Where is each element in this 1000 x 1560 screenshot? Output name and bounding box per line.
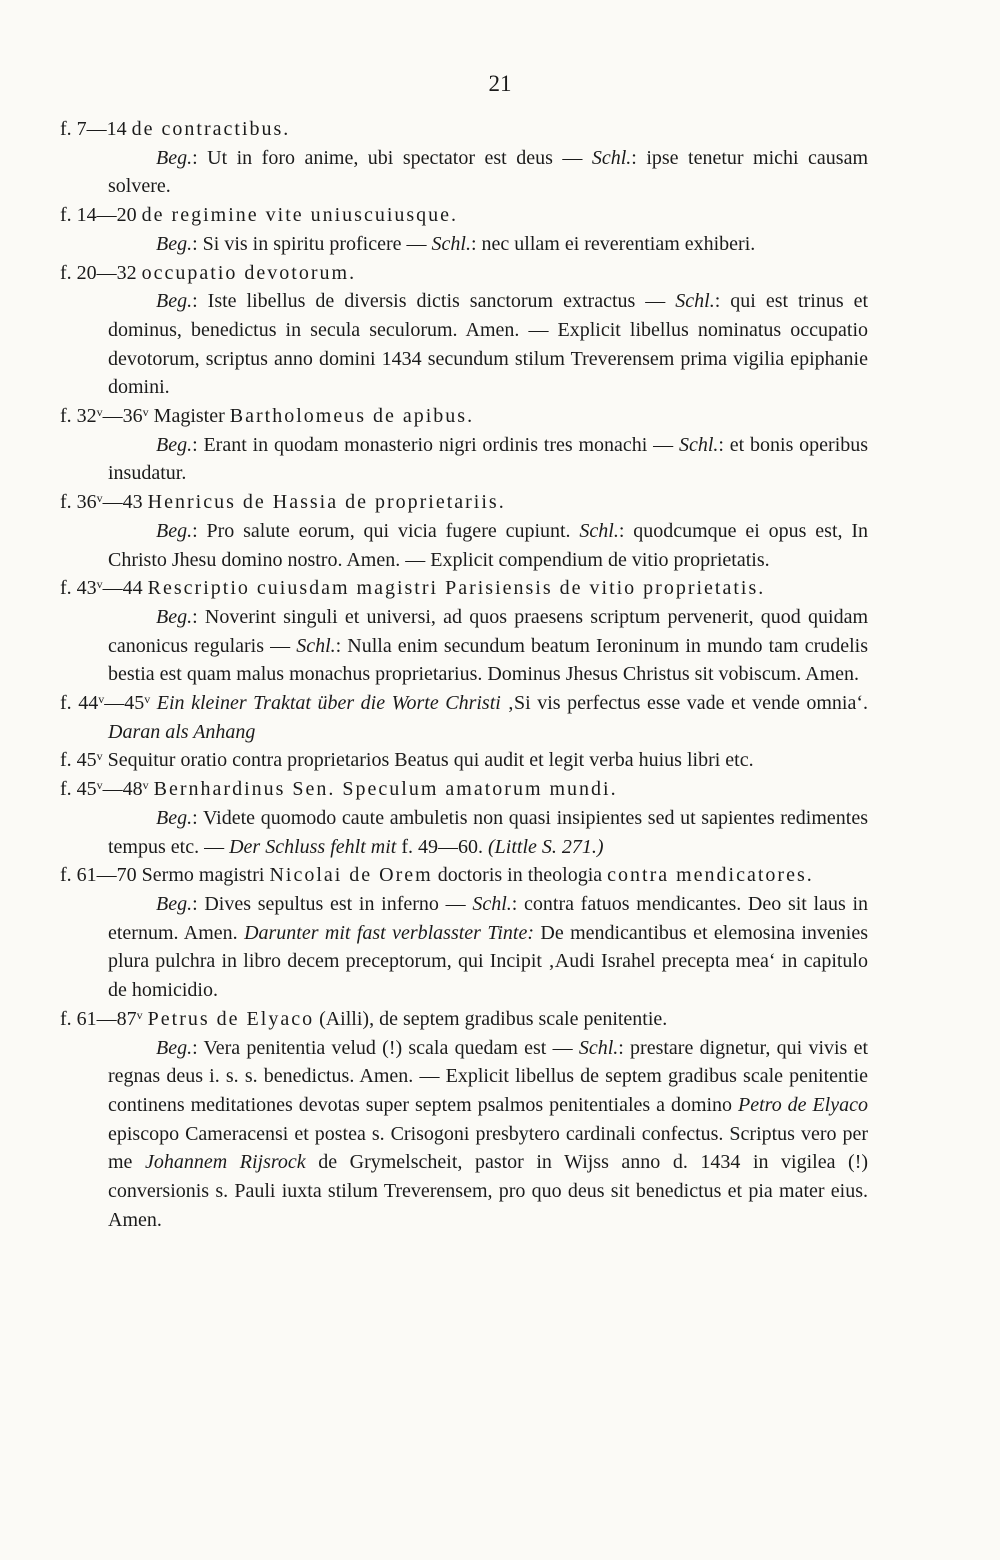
entry-title: de regimine vite uniuscuiusque.: [141, 204, 459, 227]
incipit: Pro salute eorum, qui vicia fugere cupiunt.: [206, 519, 571, 542]
incipit: Vera penitentia velud (!) scala quedam est: [203, 1036, 547, 1059]
incipit: Iste libellus de diversis dictis sanctorum extractus: [207, 290, 636, 313]
entry-heading: f. 61—70 Sermo magistri Nicolai de Orem doctoris in theologia contra mendicatores.: [60, 864, 814, 887]
catalog-entry: [60, 689, 868, 746]
folio-range: 43$^v$—44: [76, 577, 143, 600]
entry-body: Beg.: Si vis in spiritu proficere — Schl.: nec ullam ei reverentiam exhiberi.: [156, 232, 756, 255]
entry-title: Henricus de Hassia de proprietariis.: [147, 491, 506, 514]
quotation: ‚Si vis perfectus esse vade et vende omnia‘.: [507, 692, 869, 715]
entry-body: Beg.: Erant in quodam monasterio nigri ordinis tres monachi — Schl.: et bonis operibus insudatur.: [108, 433, 869, 485]
explicit: nec ullam ei reverentiam exhiberi.: [481, 232, 756, 255]
catalog-entry: [60, 115, 868, 201]
entry-text: Sequitur oratio contra proprietarios Beatus qui audit et legit verba huius libri etc.: [107, 749, 754, 772]
colophon: Explicit libellus nominatus occupatio devotorum, scriptus anno domini 1434 secundum stilum Treverensem prima vigilia epiphanie domini.: [108, 318, 869, 399]
entry-title: Ein kleiner Traktat über die Worte Christi: [156, 692, 501, 715]
entry-body: Beg.: Iste libellus de diversis dictis sanctorum extractus — Schl.: qui est trinus et dominus, benedictus in secula seculorum. Amen. — Explicit libellus nominatus occupatio devotorum, scriptus anno domini 1434 secundum stilum Treverensem prima vigilia epiphanie domini.: [108, 290, 869, 399]
incipit: Noverint singuli et universi, ad quos praesens scriptum pervenerit, quod quidam canonicus regularis: [108, 605, 868, 657]
editor-note: Der Schluss fehlt mit: [229, 835, 397, 858]
catalog-entries: [60, 115, 868, 1234]
explicit: qui est trinus et dominus, benedictus in secula seculorum. Amen.: [108, 290, 869, 341]
explicit: Nulla enim secundum beatum Ieroninum in mundo tam crudelis bestia est quam malus monachus proprietarius. Dominus Jhesus Christus sit vobiscum. Amen.: [108, 634, 868, 686]
entry-heading: f. 45$^v$—48$^v$ Bernhardinus Sen. Speculum amatorum mundi.: [60, 778, 618, 801]
entry-heading: f. 32$^v$—36$^v$ Magister Bartholomeus de apibus.: [60, 405, 475, 428]
catalog-entry: [60, 574, 868, 689]
explicit: prestare dignetur, qui vivis et regnas deus i. s. s. benedictus. Amen.: [108, 1036, 869, 1088]
explicit: quodcumque ei opus est, In Christo Jhesu domino nostro. Amen.: [108, 519, 869, 571]
entry-heading: f. 36$^v$—43 Henricus de Hassia de proprietariis.: [60, 491, 506, 514]
entry-body: Beg.: Noverint singuli et universi, ad quos praesens scriptum pervenerit, quod quidam canonicus regularis — Schl.: Nulla enim secundum beatum Ieroninum in mundo tam crudelis bestia est quam malus monachus proprietarius. Dominus Jhesus Christus sit vobiscum. Amen.: [108, 605, 868, 686]
folio-range: 45$^v$: [76, 749, 103, 772]
entry-heading: f. 43$^v$—44 Rescriptio cuiusdam magistri Parisiensis de vitio proprietatis.: [60, 577, 766, 600]
folio-range: 44$^v$—45$^v$: [78, 692, 151, 715]
reference: (Little S. 271.): [487, 835, 604, 858]
catalog-entry: [60, 259, 868, 403]
entry-title: occupatio devotorum.: [141, 261, 357, 284]
entry-body: Beg.: Vera penitentia velud (!) scala quedam est — Schl.: prestare dignetur, qui vivis et regnas deus i. s. s. benedictus. Amen. — Explicit libellus de septem gradibus scale penitentie continens meditationes devotas super septem psalmos penitentiales a domino Petro de Elyaco episcopo Cameracensi et postea s. Crisogoni presbytero cardinali confectus. Scriptus vero per me Johannem Rijsrock de Grymelscheit, pastor in Wijss anno d. 1434 in vigilea (!) conversionis s. Pauli iuxta stilum Treverensem, pro quo deus sit benedictus et pia mater eius. Amen.: [108, 1036, 869, 1231]
folio-range: 45$^v$—48$^v$: [76, 778, 149, 801]
entry-body: Beg.: Ut in foro anime, ubi spectator est deus — Schl.: ipse tenetur michi causam solvere.: [108, 146, 869, 198]
catalog-entry: [60, 775, 868, 861]
editor-note: Daran als Anhang: [108, 720, 256, 743]
entry-title: Nicolai de Orem: [269, 864, 433, 887]
colophon: Explicit compendium de vitio proprietatis.: [430, 548, 770, 571]
folio-range: 32$^v$—36$^v$: [76, 405, 149, 428]
folio-range: 61—87$^v$: [76, 1007, 143, 1030]
entry-title: Petrus de Elyaco: [147, 1007, 315, 1030]
editor-note: Darunter mit fast verblasster Tinte:: [244, 921, 534, 944]
folio-range: 61—70: [76, 864, 137, 887]
entry-heading: f. 7—14 de contractibus.: [60, 118, 291, 140]
folio-range: 20—32: [76, 261, 137, 284]
folio-range: 7—14: [76, 118, 127, 140]
incipit: Erant in quodam monasterio nigri ordinis tres monachi: [203, 433, 648, 456]
incipit: Ut in foro anime, ubi spectator est deus: [207, 146, 553, 169]
page-number: 21: [488, 71, 512, 96]
entry-heading: f. 45$^v$ Sequitur oratio contra proprietarios Beatus qui audit et legit verba huius libri etc.: [60, 749, 754, 772]
catalog-entry: [60, 488, 868, 574]
colophon: De mendicantibus et elemosina invenies plura pulchra in libro decem preceptorum, qui Incipit ‚Audi Israhel precepta mea‘ in capitulo de homicidio.: [108, 921, 868, 1002]
entry-body: Beg.: Dives sepultus est in inferno — Schl.: contra fatuos mendicantes. Deo sit laus in eternum. Amen. Darunter mit fast verblasster Tinte: De mendicantibus et elemosina invenies plura pulchra in libro decem preceptorum, qui Incipit ‚Audi Israhel precepta mea‘ in capitulo de homicidio.: [108, 892, 869, 1002]
entry-body: Beg.: Pro salute eorum, qui vicia fugere cupiunt. Schl.: quodcumque ei opus est, In Christo Jhesu domino nostro. Amen. — Explicit compendium de vitio proprietatis.: [108, 519, 869, 571]
explicit: contra fatuos mendicantes. Deo sit laus in eternum. Amen.: [108, 892, 869, 944]
incipit: Dives sepultus est in inferno: [204, 892, 439, 915]
colophon: Explicit libellus de septem gradibus scale penitentie continens meditationes devotas super septem psalmos penitentiales a domino Petro de Elyaco episcopo Cameracensi et postea s. Crisogoni presbytero cardinali confectus. Scriptus vero per me Johannem Rijsrock de Grymelscheit, pastor in Wijss anno d. 1434 in vigilea (!) conversionis s. Pauli iuxta stilum Treverensem, pro quo deus sit benedictus et pia mater eius. Amen.: [108, 1065, 869, 1231]
entry-heading: f. 20—32 occupatio devotorum.: [60, 261, 357, 284]
catalog-entry: [60, 861, 868, 1005]
catalog-entry: [60, 402, 868, 488]
entry-heading: f. 14—20 de regimine vite uniuscuiusque.: [60, 204, 459, 227]
incipit: Videte quomodo caute ambuletis non quasi insipientes sed ut sapientes redimentes tempus etc.: [108, 806, 868, 858]
incipit: Si vis in spiritu proficere: [202, 232, 402, 255]
catalog-entry: [60, 201, 868, 258]
entry-body: Beg.: Videte quomodo caute ambuletis non quasi insipientes sed ut sapientes redimentes tempus etc. — Der Schluss fehlt mit f. 49—60. (Little S. 271.): [108, 806, 868, 858]
catalog-entry: [60, 1005, 868, 1235]
entry-title: Bartholomeus de apibus.: [229, 405, 475, 428]
explicit: et bonis operibus insudatur.: [108, 433, 869, 485]
catalog-entry: [60, 746, 868, 775]
entry-title: Rescriptio cuiusdam magistri Parisiensis de vitio proprietatis.: [147, 577, 766, 600]
entry-heading: f. 61—87$^v$ Petrus de Elyaco (Ailli), de septem gradibus scale penitentie.: [60, 1007, 668, 1030]
entry-heading: f. 44$^v$—45$^v$ Ein kleiner Traktat über die Worte Christi ‚Si vis perfectus esse vade et vende omnia‘. Daran als Anhang: [60, 692, 869, 743]
entry-title: Bernhardinus Sen. Speculum amatorum mundi.: [153, 778, 618, 801]
explicit: ipse tenetur michi causam solvere.: [108, 146, 869, 198]
folio-range: 36$^v$—43: [76, 491, 143, 514]
folio-range: 14—20: [76, 204, 137, 227]
entry-title: de contractibus.: [131, 118, 291, 140]
